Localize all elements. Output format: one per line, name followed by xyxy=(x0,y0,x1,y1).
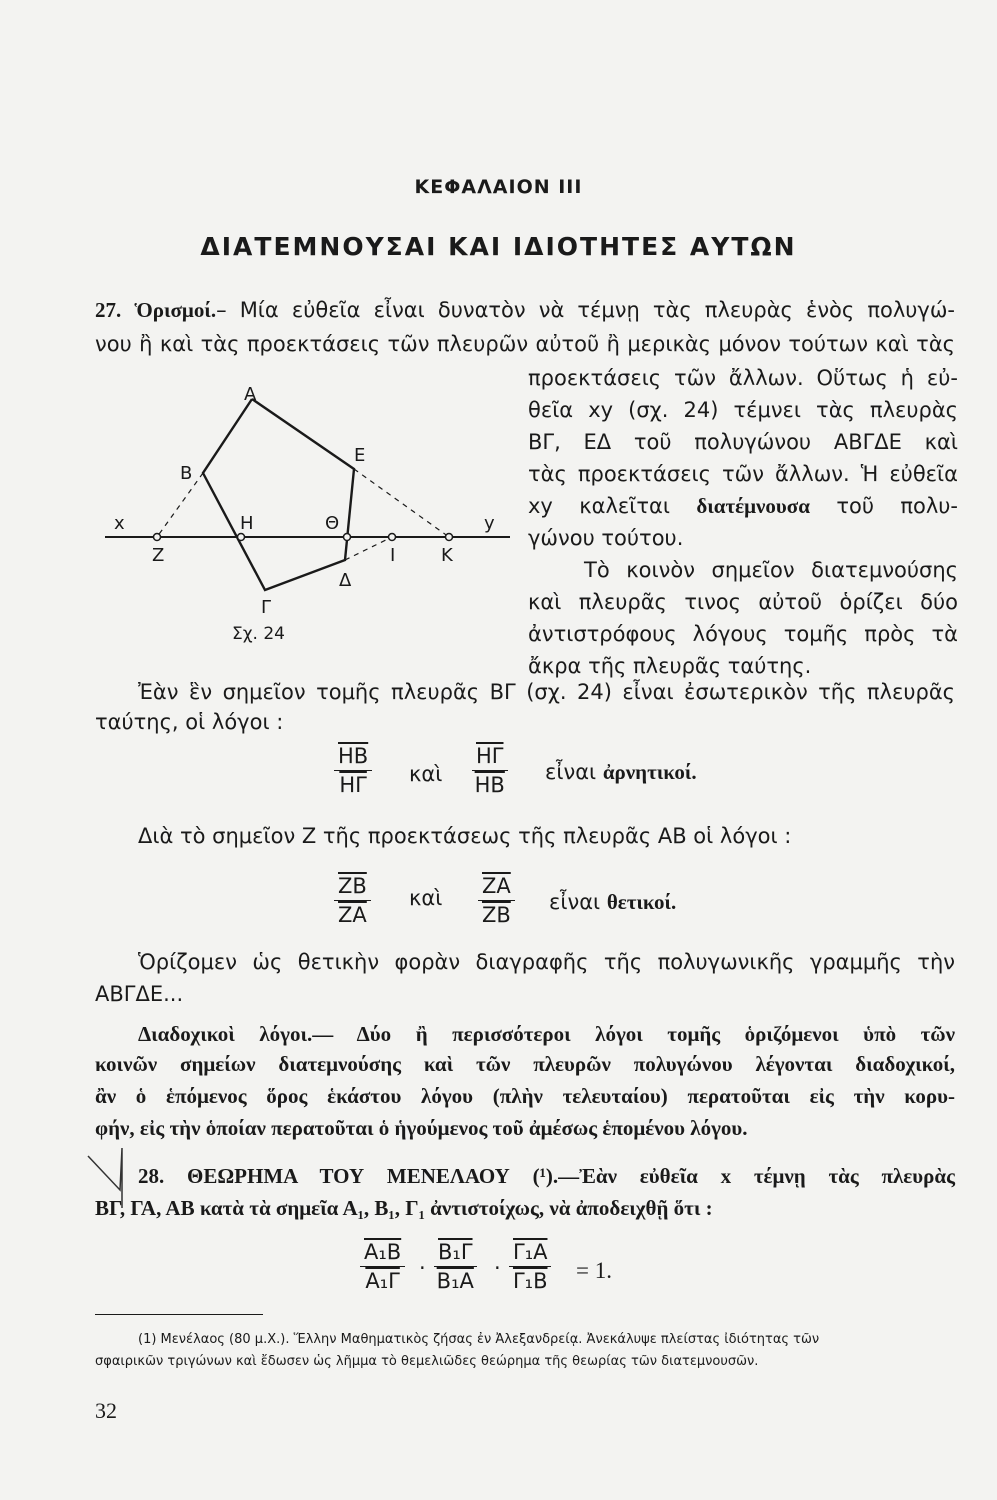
label-H: Η xyxy=(240,513,254,534)
dot-1: · xyxy=(419,1256,426,1280)
term-thetikoi: θετικοί. xyxy=(606,890,677,914)
frac1-result xyxy=(545,760,697,785)
frac-ZB-ZA xyxy=(334,872,371,929)
r5-c: τοῦ πολυ- xyxy=(809,494,959,518)
label-Z: Ζ xyxy=(152,545,165,566)
label-x: x xyxy=(114,513,125,534)
label-y: y xyxy=(484,513,495,534)
chapter-heading: ΚΕΦΑΛΑΙΟΝ III xyxy=(414,176,583,198)
point-Z xyxy=(154,534,161,541)
m3-num: Γ₁Α xyxy=(509,1238,551,1267)
right2-line-2: καὶ πλευρᾶς τινος αὐτοῦ ὁρίζει δύο xyxy=(528,590,958,614)
p4-line1: Ὁρίζομεν ὡς θετικὴν φορὰν διαγραφῆς τῆς πολυγωνικῆς γραμμῆς τὴν xyxy=(138,950,955,974)
frac2-num: $\overline{ZB}$ xyxy=(334,872,371,901)
frac1-num: $\overline{HB}$ xyxy=(334,742,372,771)
frac2b-den: ΖΒ xyxy=(481,903,511,927)
frac2-kai: καὶ xyxy=(409,886,443,910)
m1-num: Α₁Β xyxy=(360,1238,405,1267)
label-B: Β xyxy=(180,463,193,484)
right2-line-3: ἀντιστρόφους λόγους τομῆς πρὸς τὰ xyxy=(528,622,958,646)
p2-line2: ταύτης, οἱ λόγοι : xyxy=(95,710,284,734)
right-line-4: τὰς προεκτάσεις τῶν ἄλλων. Ἡ εὐθεῖα xyxy=(528,462,958,486)
m2-num: Β₁Γ xyxy=(434,1238,477,1267)
diadoxikoi-line2: κοινῶν σημείων διατεμνούσης καὶ τῶν πλευρῶν πολυγώνου λέγονται διαδοχικοί, xyxy=(95,1052,955,1076)
label-E: Ε xyxy=(354,445,366,466)
frac2b-num: $\overline{ZA}$ xyxy=(478,872,515,901)
right-line-3: ΒΓ, ΕΔ τοῦ πολυγώνου ΑΒΓΔΕ καὶ xyxy=(528,430,958,454)
diadoxikoi-heading: Διαδοχικοὶ λόγοι. xyxy=(138,1022,313,1046)
frac-HG-HB xyxy=(472,742,508,799)
right-line-5 xyxy=(528,490,958,522)
term-arnitikoi: ἀρνητικοί. xyxy=(602,760,697,784)
sec27-line2: νου ἢ καὶ τὰς προεκτάσεις τῶν πλευρῶν αὐτοῦ ἢ μερικὰς μόνον τούτων καὶ τὰς xyxy=(95,332,955,356)
polygon-ABGDE xyxy=(203,399,354,590)
label-A: Α xyxy=(244,384,257,405)
label-K: Κ xyxy=(441,545,453,566)
m2-den: Β₁Α xyxy=(436,1269,474,1293)
sec28-line1: 28. ΘΕΩΡΗΜΑ ΤΟΥ ΜΕΝΕΛΑΟΥ (¹).—Ἐὰν εὐθεῖα x τέμνῃ τὰς πλευρὰς xyxy=(138,1164,955,1188)
right-line-6: γώνου τούτου. xyxy=(528,526,684,550)
point-H xyxy=(238,534,245,541)
label-Th: Θ xyxy=(325,513,340,534)
sec28-line2: ΒΓ, ΓΑ, ΑΒ κατὰ τὰ σημεῖα Α₁, Β₁, Γ₁ ἀντιστοίχως, νὰ ἀποδειχθῇ ὅτι : xyxy=(95,1196,713,1220)
menelaus-frac2 xyxy=(434,1238,477,1295)
frac1b-den: ΗΒ xyxy=(474,773,505,797)
sec27-text1: – Μία εὐθεῖα εἶναι δυνατὸν νὰ τέμνῃ τὰς πλευρὰς ἑνὸς πολυγώ- xyxy=(216,298,955,322)
chapter-title: ΔΙΑΤΕΜΝΟΥΣΑΙ ΚΑΙ ΙΔΙΟΤΗΤΕΣ ΑΥΤΩΝ xyxy=(200,232,797,261)
term-diatemnousa: διατέμνουσα xyxy=(696,494,810,518)
dot-2: · xyxy=(494,1256,501,1280)
menelaus-frac1 xyxy=(360,1238,405,1295)
point-Th xyxy=(344,534,351,541)
sec27-line1 xyxy=(95,294,955,326)
right-line-2: θεῖα xy (σχ. 24) τέμνει τὰς πλευρὰς xyxy=(528,398,958,422)
footnote-line1: (1) Μενέλαος (80 μ.Χ.). Ἕλλην Μαθηματικὸς ζήσας ἐν Ἀλεξανδρείᾳ. Ἀνεκάλυψε πλείστας ἰδιότητας τῶν xyxy=(138,1332,820,1347)
frac1b-num: $\overline{H\Gamma}$ xyxy=(472,742,508,771)
figure-caption: Σχ. 24 xyxy=(232,624,286,644)
sec27-number: 27. xyxy=(95,298,122,322)
right2-line-1: Τὸ κοινὸν σημεῖον διατεμνούσης xyxy=(584,558,958,582)
extension-DG xyxy=(345,537,392,560)
diadoxikoi-line4: φήν, εἰς τὴν ὁποίαν περατοῦται ὁ ἡγούμενος τοῦ ἀμέσως ἑπομένου λόγου. xyxy=(95,1116,748,1140)
footnote-line2: σφαιρικῶν τριγώνων καὶ ἔδωσεν ὡς λῆμμα τὸ θεμελιῶδες θεώρημα τῆς θεωρίας τῶν διατεμνουσῶν. xyxy=(95,1354,759,1369)
p3: Διὰ τὸ σημεῖον Ζ τῆς προεκτάσεως τῆς πλευρᾶς ΑΒ οἱ λόγοι : xyxy=(138,824,792,848)
footnote-rule xyxy=(95,1314,263,1315)
p2-line1: Ἐὰν ἓν σημεῖον τομῆς πλευρᾶς ΒΓ (σχ. 24) εἶναι ἐσωτερικὸν τῆς πλευρᾶς xyxy=(138,680,955,704)
extension-AE xyxy=(354,469,449,537)
right2-line-4: ἄκρα τῆς πλευρᾶς ταύτης. xyxy=(528,654,812,678)
m1-den: Α₁Γ xyxy=(365,1269,400,1293)
frac-ZA-ZB xyxy=(478,872,515,929)
equals-one: = 1. xyxy=(576,1258,612,1283)
p4-line2: ΑΒΓΔΕ... xyxy=(95,982,184,1006)
frac1-den: ΗΓ xyxy=(339,773,367,797)
r5-a: xy καλεῖται xyxy=(528,494,697,518)
menelaus-frac3 xyxy=(509,1238,551,1295)
page-number: 32 xyxy=(95,1398,117,1423)
label-I: Ι xyxy=(390,545,396,566)
sec27-right-column xyxy=(528,362,958,682)
frac1-text: εἶναι xyxy=(545,760,603,784)
frac2-text: εἶναι xyxy=(549,890,607,914)
diadoxikoi-text1: — Δύο ἢ περισσότεροι λόγοι τομῆς ὁριζόμενοι ὑπὸ τῶν xyxy=(312,1022,956,1046)
figure-24 xyxy=(100,375,520,670)
label-G: Γ xyxy=(261,597,272,618)
right-line-1: προεκτάσεις τῶν ἄλλων. Οὕτως ἡ εὐ- xyxy=(528,366,958,390)
point-I xyxy=(389,534,396,541)
frac2-result xyxy=(549,890,676,915)
point-K xyxy=(446,534,453,541)
frac1-kai: καὶ xyxy=(409,762,443,786)
m3-den: Γ₁Β xyxy=(512,1269,548,1293)
diadoxikoi-line1 xyxy=(138,1018,955,1050)
label-D: Δ xyxy=(339,570,352,591)
frac2-den: ΖΑ xyxy=(338,903,367,927)
diadoxikoi-line3: ἂν ὁ ἑπόμενος ὅρος ἑκάστου λόγου (πλὴν τελευταίου) περατοῦται εἰς τὴν κορυ- xyxy=(95,1084,955,1108)
frac-HB-HG xyxy=(334,742,372,799)
sec27-heading: Ὁρισμοί. xyxy=(134,298,217,322)
